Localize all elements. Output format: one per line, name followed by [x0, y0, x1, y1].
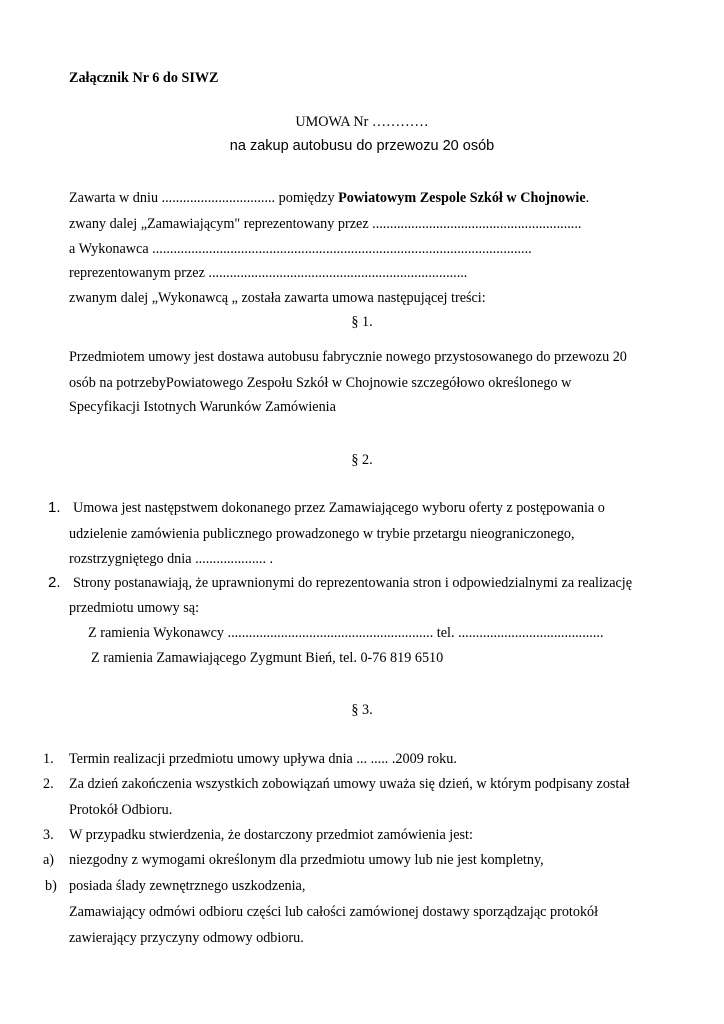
section-2-item-2-line: Strony postanawiają, że uprawnionymi do reprezentowania stron i odpowiedzialnymi za realizację — [73, 575, 633, 591]
section-3-sub-a-label: a) — [43, 852, 55, 868]
section-3-sub-b: posiada ślady zewnętrznego uszkodzenia, — [69, 878, 306, 894]
representative-contractor: Z ramienia Wykonawcy .......................................................... tel. ......................................... — [88, 625, 604, 641]
attachment-label: Załącznik Nr 6 do SIWZ — [69, 70, 219, 86]
section-3-item-2-number: 2. — [43, 776, 54, 792]
section-2-heading: § 2. — [351, 452, 373, 468]
section-3-item-2-line: Za dzień zakończenia wszystkich zobowiązań umowy uważa się dzień, w którym podpisany został — [69, 776, 630, 792]
section-1-heading: § 1. — [351, 314, 373, 330]
section-3-sub-b-label: b) — [45, 878, 57, 894]
section-1-line: Specyfikacji Istotnych Warunków Zamówienia — [69, 399, 336, 415]
section-2-item-2-number: 2. — [48, 574, 61, 591]
section-3-sub-a: niezgodny z wymogami określonym dla przedmiotu umowy lub nie jest kompletny, — [69, 852, 544, 868]
intro-line-1: Zawarta w dniu ................................ pomiędzy Powiatowym Zespole Szkół w Chojnowie. — [69, 190, 590, 206]
section-2-item-1-line: Umowa jest następstwem dokonanego przez Zamawiającego wyboru oferty z postępowania o — [73, 500, 605, 516]
section-1-line: Przedmiotem umowy jest dostawa autobusu fabrycznie nowego przystosowanego do przewozu 20 — [69, 349, 627, 365]
section-2-item-1-line: rozstrzygniętego dnia .................... . — [69, 551, 274, 567]
section-3-item-1-number: 1. — [43, 751, 54, 767]
intro-line-5: zwanym dalej „Wykonawcą „ została zawarta umowa następującej treści: — [69, 290, 486, 306]
contract-subtitle: na zakup autobusu do przewozu 20 osób — [229, 138, 495, 154]
section-2-item-1-number: 1. — [48, 499, 61, 516]
section-2-item-1-line: udzielenie zamówienia publicznego prowadzonego w trybie przetargu nieograniczonego, — [69, 526, 575, 542]
section-3-closing-line: zawierający przyczyny odmowy odbioru. — [69, 930, 304, 946]
contract-title: UMOWA Nr ………… — [295, 114, 429, 130]
section-3-item-3: W przypadku stwierdzenia, że dostarczony przedmiot zamówienia jest: — [69, 827, 473, 843]
section-2-item-2-line: przedmiotu umowy są: — [69, 600, 200, 616]
section-3-closing-line: Zamawiający odmówi odbioru części lub całości zamówionej dostawy sporządzając protokół — [69, 904, 599, 920]
section-3-item-1: Termin realizacji przedmiotu umowy upływa dnia ... ..... .2009 roku. — [69, 751, 457, 767]
section-3-heading: § 3. — [351, 702, 373, 718]
section-3-item-3-number: 3. — [43, 827, 54, 843]
representative-ordering-party: Z ramienia Zamawiającego Zygmunt Bień, tel. 0-76 819 6510 — [91, 650, 444, 666]
section-3-item-2-line: Protokół Odbioru. — [69, 802, 173, 818]
intro-line-3: a Wykonawca ........................................................................................................... — [69, 241, 532, 257]
section-1-line: osób na potrzebyPowiatowego Zespołu Szkół w Chojnowie szczegółowo określonego w — [69, 375, 572, 391]
intro-line-2: zwany dalej „Zamawiającym" reprezentowany przez ........................................................... — [69, 216, 582, 232]
intro-line-4: reprezentowanym przez ......................................................................... — [69, 265, 468, 281]
